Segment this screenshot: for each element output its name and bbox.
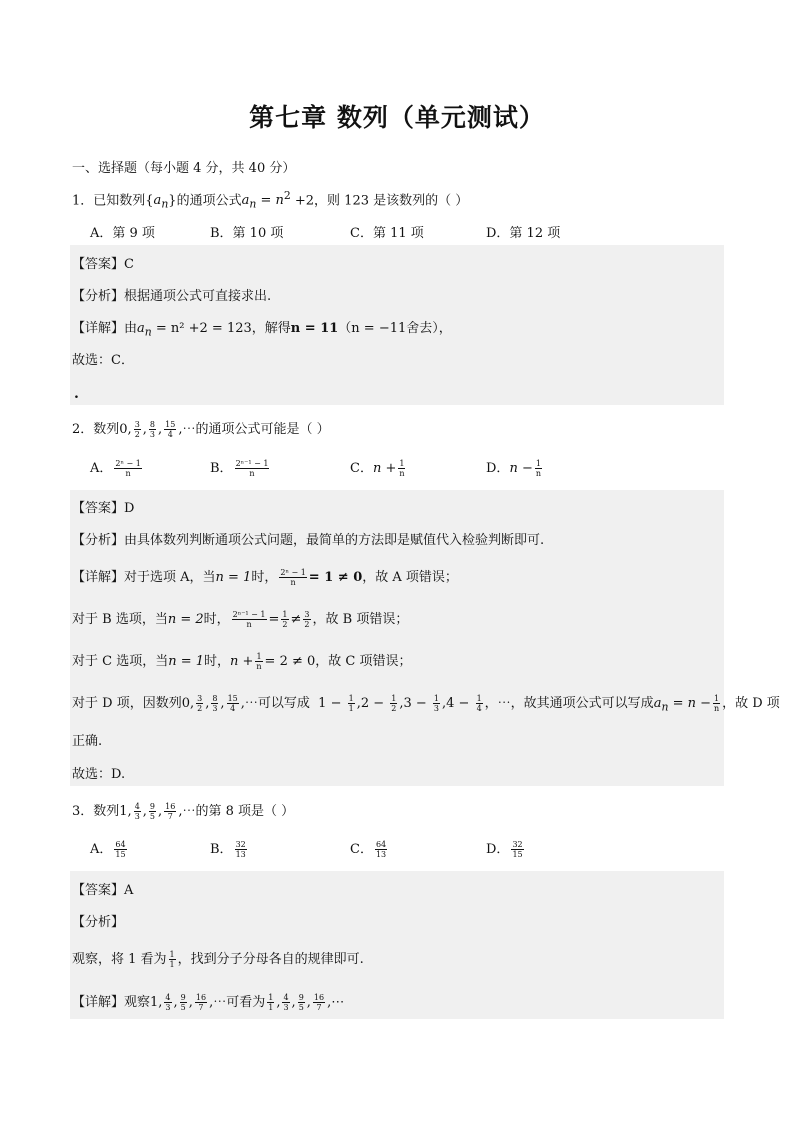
q1-analysis: 【分析】根据通项公式可直接求出. — [72, 289, 272, 304]
q1-option-c: C．第 11 项 — [350, 226, 424, 241]
question-1-stem: 1．已知数列$\{a_n\}$的通项公式$a_n = n^2 +2$，则 123 是该数列的（ ） — [72, 189, 469, 211]
q1-answer: 【答案】C — [72, 257, 134, 272]
q3-option-c: C． $\frac{64}{13}$ — [350, 840, 387, 859]
question-3-stem: 3．数列1, $\frac{4}{3}$ , $\frac{9}{5}$ , $\frac{16}{7}$ ,⋯的第 8 项是（ ） — [72, 802, 295, 821]
q3-analysis: 【分析】 — [72, 915, 125, 930]
q3-option-d: D． $\frac{32}{15}$ — [486, 840, 523, 859]
section-heading: 一、选择题（每小题 4 分，共 40 分） — [72, 161, 296, 176]
q2-detail-2: 对于 B 选项，当n = 2时， $\frac{\text{2ⁿ⁻¹ − 1}}{n}$ = $\frac{1}{2}$ ≠ $\frac{3}{2}$ ，故 B 项错误； — [72, 610, 409, 629]
q3-detail: 【详解】观察1, $\frac{4}{3}$ , $\frac{9}{5}$ , $\frac{16}{7}$ ,⋯可看为 $\frac{1}{1}$ , $\frac{4}{3}$ , $\frac{9}{5}$ , $\frac{16}{7}$ ,⋯ — [72, 993, 345, 1012]
q2-detail-3: 对于 C 选项，当n = 1时，n + $\frac{1}{n}$ = 2 ≠ 0，故 C 项错误； — [72, 652, 412, 671]
q2-choose: 故选：D. — [72, 767, 126, 782]
q2-detail-1: 【详解】对于选项 A，当n = 1时， $\frac{\text{2ⁿ − 1}}{n}$ = 1 ≠ 0，故 A 项错误； — [72, 568, 458, 587]
q3-answer: 【答案】A — [72, 883, 134, 898]
q1-detail: 【详解】由$a_n = n^2 +2 = 123$，解得n = 11（n = −11舍去）， — [72, 321, 452, 339]
q3-option-b: B． $\frac{32}{13}$ — [210, 840, 246, 859]
q2-option-b: B． $\frac{\text{2ⁿ⁻¹ − 1}}{n}$ — [210, 459, 269, 478]
q3-observe: 观察，将 1 看为 $\frac{1}{1}$ ，找到分子分母各自的规律即可. — [72, 950, 364, 969]
q3-option-a: A． $\frac{64}{15}$ — [90, 840, 126, 859]
q2-answer: 【答案】D — [72, 501, 135, 516]
q2-option-d: D．n − $\frac{1}{n}$ — [486, 459, 541, 478]
q2-option-a: A． $\frac{\text{2ⁿ − 1}}{n}$ — [90, 459, 141, 478]
q1-trailing-dot: . — [74, 386, 79, 402]
q1-option-a: A．第 9 项 — [90, 226, 155, 241]
q2-option-c: C．n + $\frac{1}{n}$ — [350, 459, 405, 478]
q2-detail-4-cont: 正确. — [72, 734, 103, 749]
question-2-stem: 2．数列0, $\frac{3}{2}$ , $\frac{8}{3}$ , $\frac{15}{4}$ ,⋯的通项公式可能是（ ） — [72, 420, 330, 439]
q2-detail-4: 对于 D 项，因数列0, $\frac{3}{2}$ , $\frac{8}{3}$ , $\frac{15}{4}$ ,⋯可以写成 1 − $\frac{1}{1}$ ,2 − $\frac{1}{2}$ ,3 − $\frac{1}{3}$ ,4 − $\frac{1}{4}$ ，⋯，故其通项公式可以写成$a_n = n$ − $\frac{1}{n}$ ，故 D 项 — [72, 694, 780, 714]
page-title: 第七章 数列（单元测试） — [249, 103, 545, 132]
q1-choose: 故选：C． — [72, 353, 134, 368]
q1-option-b: B．第 10 项 — [210, 226, 284, 241]
q2-analysis: 【分析】由具体数列判断通项公式问题，最简单的方法即是赋值代入检验判断即可. — [72, 533, 545, 548]
q1-option-d: D．第 12 项 — [486, 226, 561, 241]
